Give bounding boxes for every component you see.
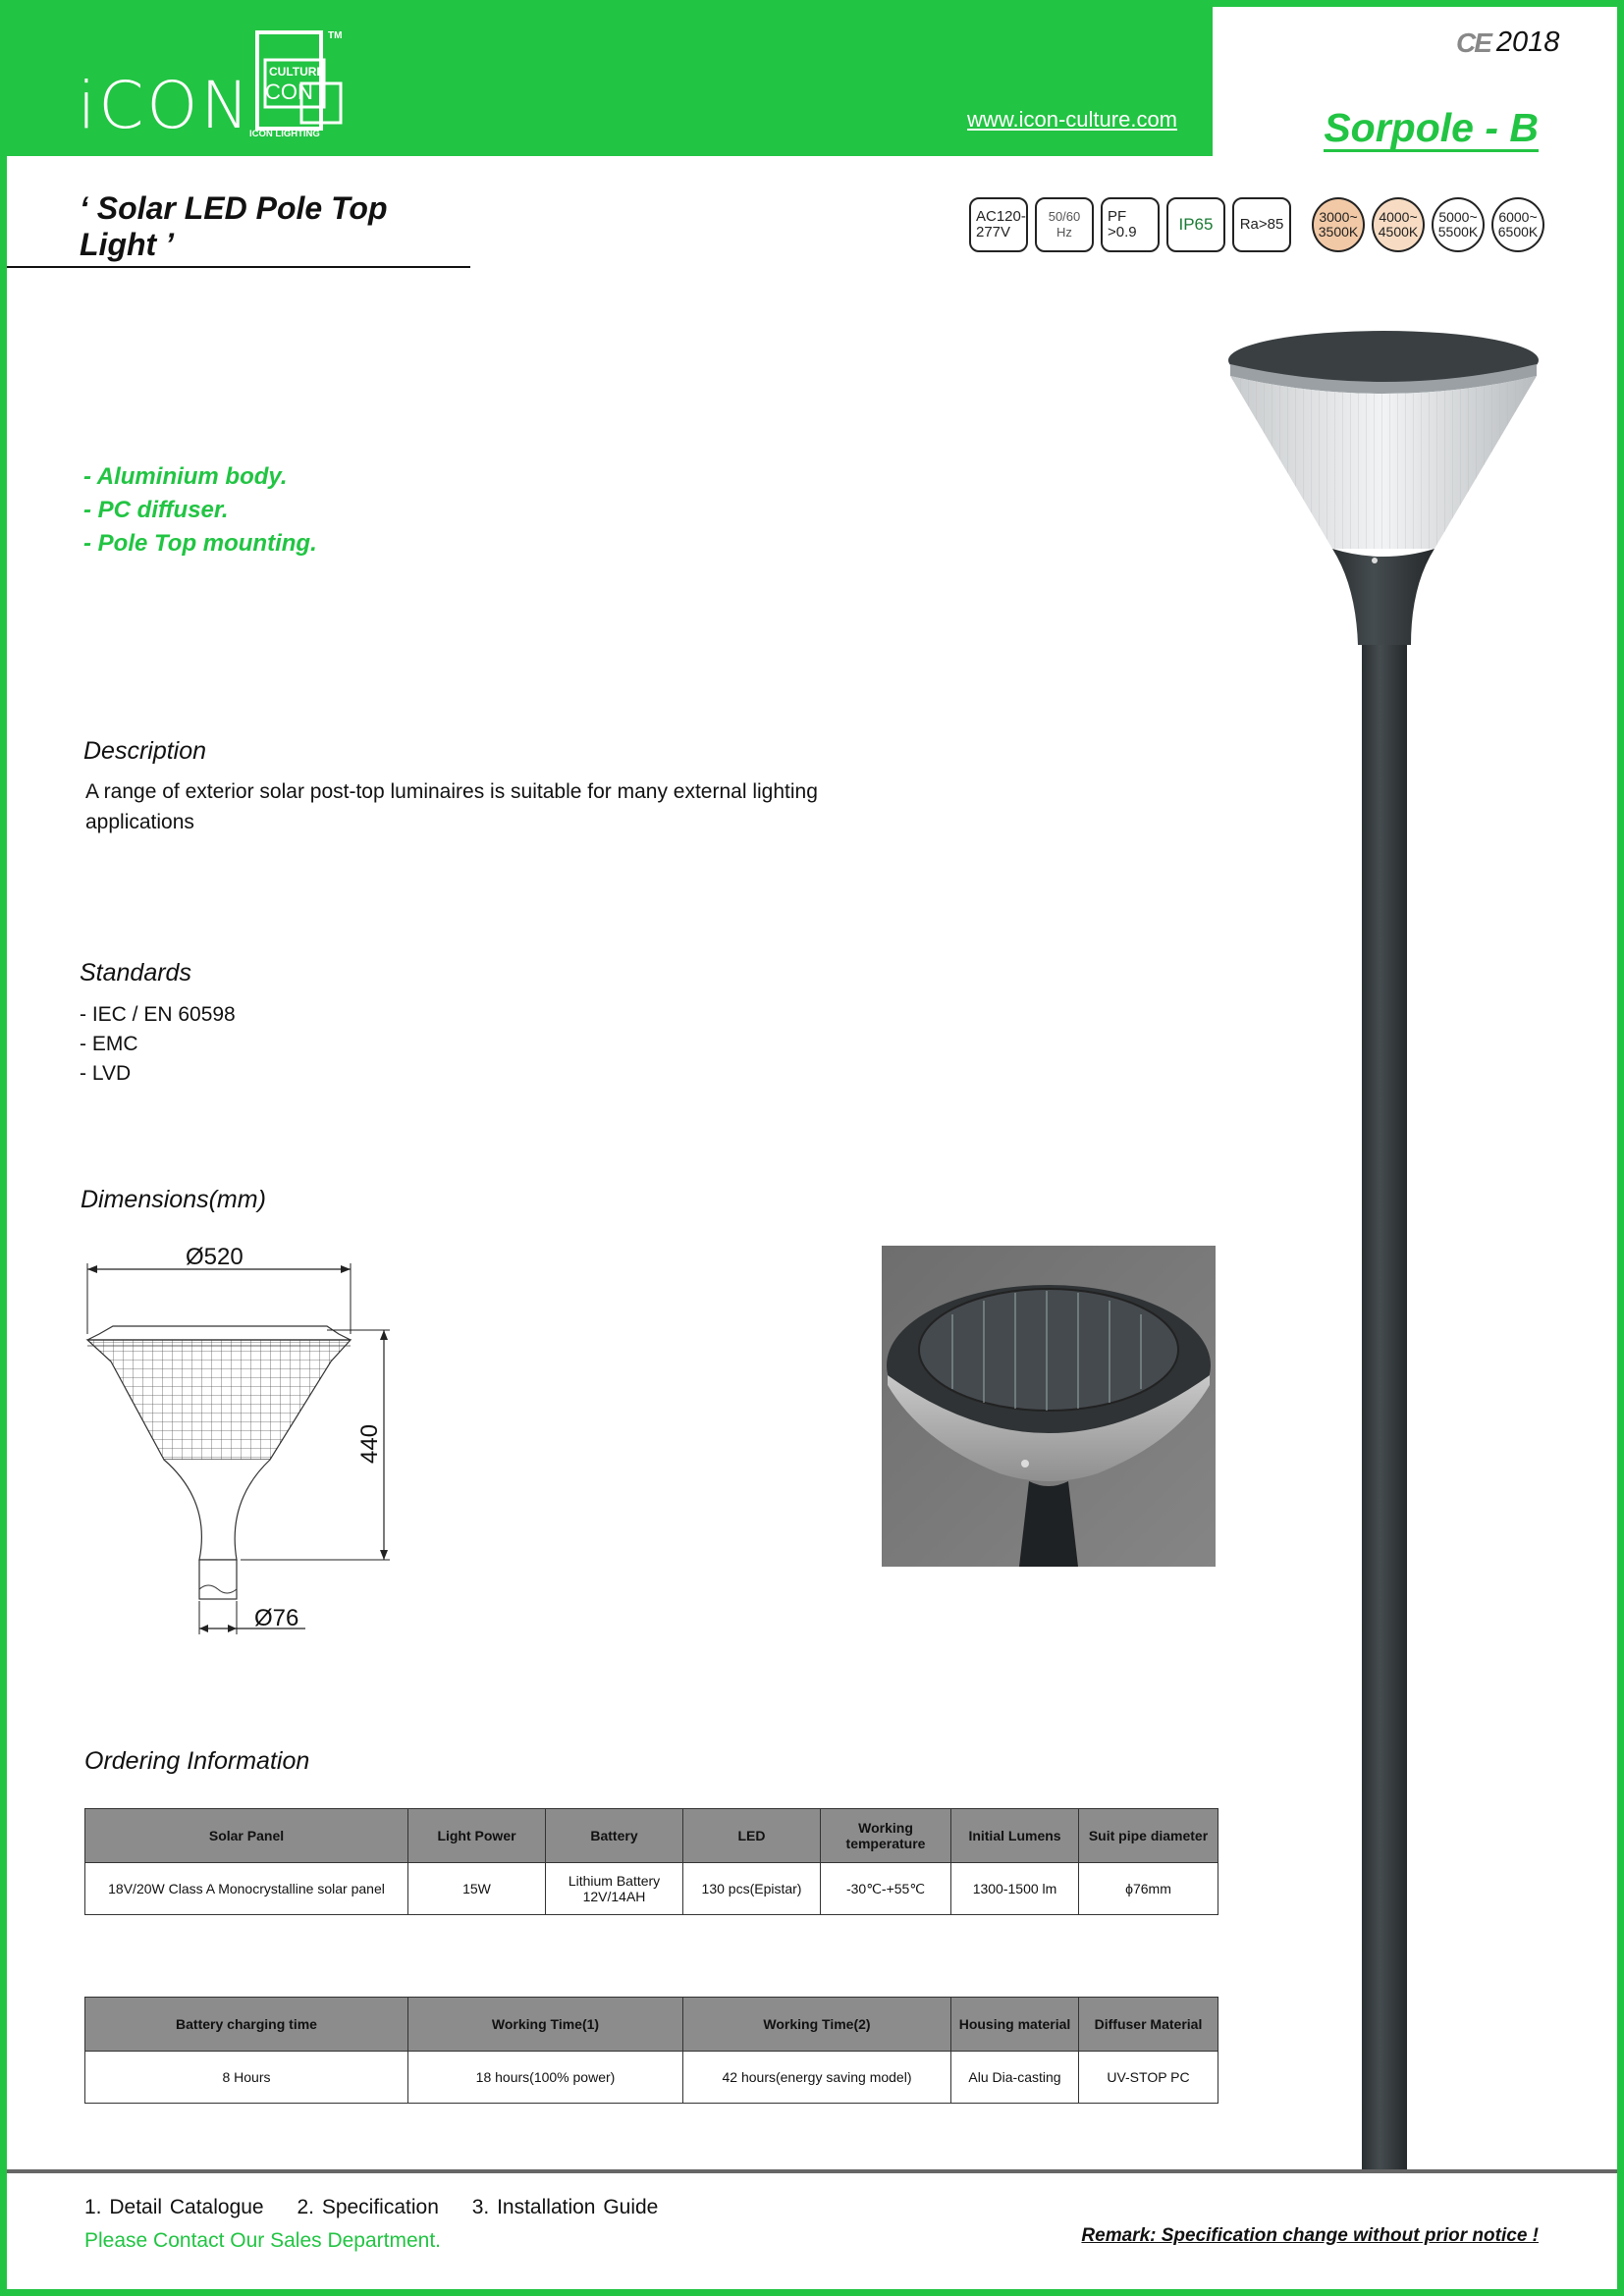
table-header-cell: Battery xyxy=(546,1809,683,1863)
logo-trademark: TM xyxy=(328,30,343,41)
table-cell: 42 hours(energy saving model) xyxy=(683,2052,951,2104)
table-cell: Alu Dia-casting xyxy=(951,2052,1079,2104)
table-header-row xyxy=(85,1998,1218,2052)
table-header-cell: Battery charging time xyxy=(85,1998,408,2052)
product-title: ‘ Solar LED Pole Top Light ’ xyxy=(7,190,470,268)
table-cell: 8 Hours xyxy=(85,2052,408,2104)
spec-badges xyxy=(969,197,1544,252)
badge-cct-4000: 4000~ 4500K xyxy=(1372,197,1425,252)
table-header-cell: Suit pipe diameter xyxy=(1079,1809,1218,1863)
pole-luminaire-image xyxy=(1224,321,1548,2176)
dim-height: 440 xyxy=(356,1423,383,1464)
dim-diameter-top: Ø520 xyxy=(186,1244,244,1270)
feature-list xyxy=(83,460,317,561)
table-header-cell: Working temperature xyxy=(821,1809,951,1863)
table-cell: ϕ76mm xyxy=(1079,1863,1218,1915)
badge-voltage: AC120- 277V xyxy=(969,197,1028,252)
table-header-cell: Solar Panel xyxy=(85,1809,408,1863)
footer-link-specification[interactable]: 2. Specification xyxy=(297,2196,439,2218)
logo-word-con: CON xyxy=(265,80,313,104)
table-cell: 1300-1500 lm xyxy=(951,1863,1079,1915)
table-cell: 130 pcs(Epistar) xyxy=(683,1863,821,1915)
cert-year xyxy=(1456,27,1559,59)
description-text: A range of exterior solar post-top luminaires is suitable for many external lighting applications xyxy=(85,780,818,833)
table-cell: 18 hours(100% power) xyxy=(408,2052,683,2104)
table-header-cell: Initial Lumens xyxy=(951,1809,1079,1863)
ordering-heading: Ordering Information xyxy=(84,1747,310,1775)
ordering-table-1 xyxy=(84,1808,1218,1915)
dimensions-heading: Dimensions(mm) xyxy=(81,1186,266,1213)
model-name: Sorpole - B xyxy=(1324,107,1539,152)
table-header-cell: Housing material xyxy=(951,1998,1079,2052)
standard-item: - EMC xyxy=(80,1033,138,1055)
remark-text: Remark: Specification change without prior notice ! xyxy=(1081,2225,1539,2246)
feature-item: - Aluminium body. xyxy=(83,463,288,490)
table-header-cell: Working Time(2) xyxy=(683,1998,951,2052)
table-header-cell: Working Time(1) xyxy=(408,1998,683,2052)
feature-item: - Pole Top mounting. xyxy=(83,530,317,557)
standard-item: - LVD xyxy=(80,1062,132,1085)
table-cell: 18V/20W Class A Monocrystalline solar panel xyxy=(85,1863,408,1915)
footer-link-installation[interactable]: 3. Installation Guide xyxy=(471,2196,659,2218)
standards-heading: Standards xyxy=(80,959,191,987)
header-bar xyxy=(7,7,1213,156)
standards-list xyxy=(80,1000,236,1089)
table-cell: -30℃-+55℃ xyxy=(821,1863,951,1915)
table-row xyxy=(85,2052,1218,2104)
table-header-cell: Diffuser Material xyxy=(1079,1998,1218,2052)
brand-logo-text: iCON xyxy=(78,68,252,143)
year-text: 2018 xyxy=(1495,27,1560,58)
badge-power-factor: PF >0.9 xyxy=(1101,197,1160,252)
badge-ip-rating: IP65 xyxy=(1166,197,1225,252)
table-cell: Lithium Battery 12V/14AH xyxy=(546,1863,683,1915)
badge-cct-6000: 6000~ 6500K xyxy=(1491,197,1544,252)
logo-word-culture: CULTURE xyxy=(269,65,325,79)
ce-mark-icon: CE xyxy=(1456,27,1490,58)
footer-divider xyxy=(7,2169,1624,2173)
ordering-table-2 xyxy=(84,1997,1218,2104)
dim-diameter-pipe: Ø76 xyxy=(254,1605,299,1631)
standard-item: - IEC / EN 60598 xyxy=(80,1003,236,1026)
badge-frequency: 50/60 Hz xyxy=(1035,197,1094,252)
table-header-cell: LED xyxy=(683,1809,821,1863)
brand-logo-mark xyxy=(247,25,365,140)
feature-item: - PC diffuser. xyxy=(83,497,229,523)
footer-link-catalogue[interactable]: 1. Detail Catalogue xyxy=(84,2196,264,2218)
footer-links xyxy=(84,2196,683,2219)
contact-text: Please Contact Our Sales Department. xyxy=(84,2229,442,2252)
table-cell: UV-STOP PC xyxy=(1079,2052,1218,2104)
logo-word-icon-lighting: ICON LIGHTING xyxy=(249,129,320,139)
product-photo xyxy=(882,1246,1216,1567)
badge-cri: Ra>85 xyxy=(1232,197,1291,252)
table-cell: 15W xyxy=(408,1863,546,1915)
dimension-drawing xyxy=(74,1236,407,1648)
table-row xyxy=(85,1863,1218,1915)
table-header-row xyxy=(85,1809,1218,1863)
badge-cct-5000: 5000~ 5500K xyxy=(1432,197,1485,252)
description-heading: Description xyxy=(83,737,207,765)
table-header-cell: Light Power xyxy=(408,1809,546,1863)
badge-cct-3000: 3000~ 3500K xyxy=(1312,197,1365,252)
website-link[interactable]: www.icon-culture.com xyxy=(967,107,1177,132)
